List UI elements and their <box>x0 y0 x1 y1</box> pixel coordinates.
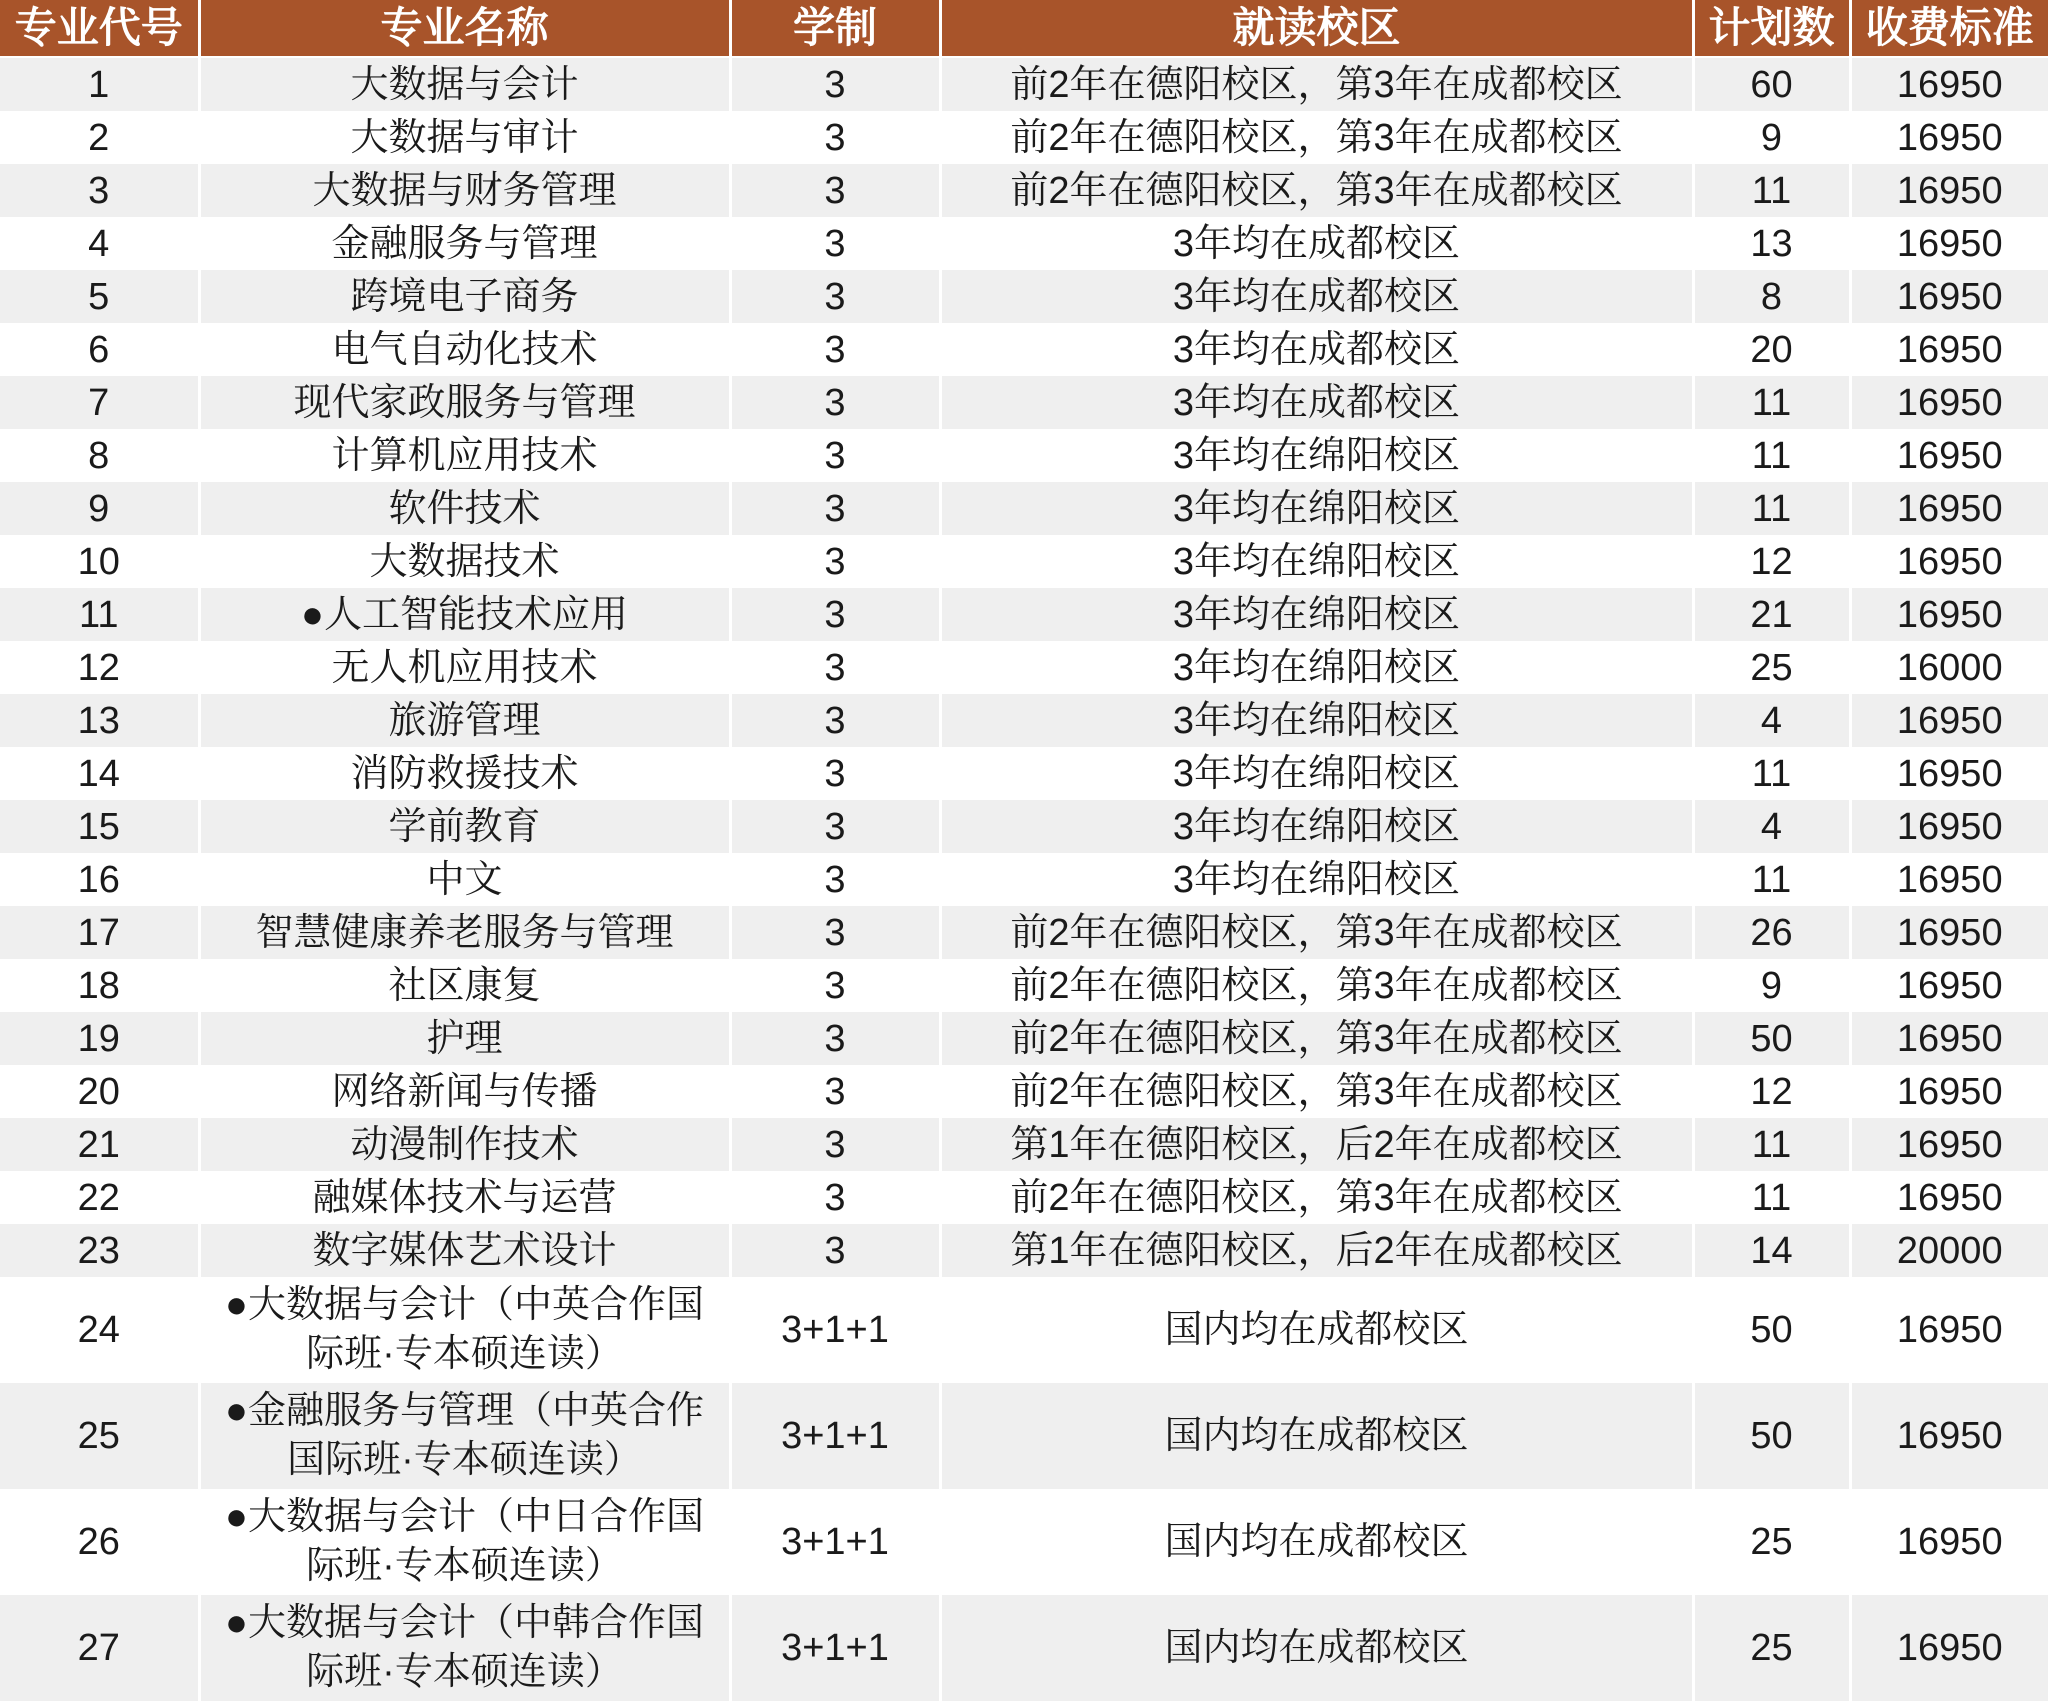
major-name-text: ●人工智能技术应用 <box>301 593 628 636</box>
table-row <box>0 747 2048 800</box>
cell-fee: 16950 <box>1850 853 2048 906</box>
cell-major-name <box>199 1012 730 1065</box>
cell-plan-count: 11 <box>1693 164 1850 217</box>
cell-campus: 国内均在成都校区 <box>940 1489 1693 1595</box>
cell-major-name <box>199 482 730 535</box>
cell-major-name <box>199 1489 730 1595</box>
table-row <box>0 164 2048 217</box>
cell-fee: 16950 <box>1850 57 2048 111</box>
major-name-text: 智慧健康养老服务与管理 <box>255 911 674 954</box>
cell-campus: 3年均在绵阳校区 <box>940 800 1693 853</box>
cell-major-code: 5 <box>0 270 199 323</box>
cell-duration: 3 <box>730 906 940 959</box>
cell-campus: 前2年在德阳校区，第3年在成都校区 <box>940 906 1693 959</box>
cell-fee: 16950 <box>1850 694 2048 747</box>
table-row <box>0 906 2048 959</box>
cell-fee: 16950 <box>1850 217 2048 270</box>
major-name-text: 大数据与会计 <box>350 63 579 106</box>
table-row <box>0 376 2048 429</box>
cell-duration: 3 <box>730 429 940 482</box>
cell-duration: 3 <box>730 217 940 270</box>
table-row <box>0 800 2048 853</box>
table-row <box>0 1383 2048 1489</box>
major-name-text: 社区康复 <box>388 964 541 1007</box>
major-name-text: 金融服务与管理 <box>331 222 598 265</box>
cell-major-name <box>199 800 730 853</box>
major-name-text: 大数据与财务管理 <box>312 169 617 212</box>
cell-fee: 16950 <box>1850 906 2048 959</box>
table-header <box>0 0 2048 57</box>
cell-campus: 第1年在德阳校区，后2年在成都校区 <box>940 1118 1693 1171</box>
cell-campus: 3年均在成都校区 <box>940 323 1693 376</box>
cell-major-code: 10 <box>0 535 199 588</box>
header-row <box>0 0 2048 57</box>
cell-major-name <box>199 323 730 376</box>
cell-major-code: 13 <box>0 694 199 747</box>
cell-major-name <box>199 588 730 641</box>
header-major-name: 专业名称 <box>199 0 730 57</box>
cell-campus: 前2年在德阳校区，第3年在成都校区 <box>940 164 1693 217</box>
cell-plan-count: 50 <box>1693 1012 1850 1065</box>
cell-plan-count: 9 <box>1693 959 1850 1012</box>
cell-campus: 国内均在成都校区 <box>940 1277 1693 1383</box>
cell-major-name <box>199 906 730 959</box>
cell-fee: 16950 <box>1850 1489 2048 1595</box>
major-name-text: 软件技术 <box>388 487 541 530</box>
cell-major-name <box>199 1277 730 1383</box>
cell-duration: 3 <box>730 376 940 429</box>
cell-fee: 16000 <box>1850 641 2048 694</box>
cell-major-name <box>199 376 730 429</box>
major-name-text: 消防救援技术 <box>350 752 579 795</box>
cell-major-code: 20 <box>0 1065 199 1118</box>
header-major-code: 专业代号 <box>0 0 199 57</box>
cell-major-name <box>199 111 730 164</box>
cell-fee: 16950 <box>1850 1595 2048 1701</box>
cell-fee: 16950 <box>1850 588 2048 641</box>
cell-duration: 3 <box>730 1118 940 1171</box>
cell-major-code: 17 <box>0 906 199 959</box>
major-name-text: 旅游管理 <box>388 699 541 742</box>
cell-major-code: 19 <box>0 1012 199 1065</box>
cell-major-code: 18 <box>0 959 199 1012</box>
cell-duration: 3 <box>730 164 940 217</box>
cell-major-code: 9 <box>0 482 199 535</box>
major-name-text: 大数据技术 <box>369 540 560 583</box>
cell-plan-count: 60 <box>1693 57 1850 111</box>
table-row <box>0 1277 2048 1383</box>
cell-major-name <box>199 1171 730 1224</box>
cell-duration: 3 <box>730 853 940 906</box>
header-campus: 就读校区 <box>940 0 1693 57</box>
cell-plan-count: 50 <box>1693 1383 1850 1489</box>
cell-major-name <box>199 1118 730 1171</box>
cell-major-code: 2 <box>0 111 199 164</box>
major-name-text: 现代家政服务与管理 <box>293 381 636 424</box>
cell-major-name <box>199 1224 730 1277</box>
cell-campus: 前2年在德阳校区，第3年在成都校区 <box>940 1012 1693 1065</box>
cell-fee: 16950 <box>1850 164 2048 217</box>
table-row <box>0 323 2048 376</box>
cell-plan-count: 50 <box>1693 1277 1850 1383</box>
cell-plan-count: 9 <box>1693 111 1850 164</box>
cell-fee: 16950 <box>1850 376 2048 429</box>
cell-campus: 第1年在德阳校区，后2年在成都校区 <box>940 1224 1693 1277</box>
major-name-text: ●金融服务与管理（中英合作国际班·专本硕连读） <box>225 1390 704 1481</box>
table-row <box>0 1595 2048 1701</box>
major-name-text: 融媒体技术与运营 <box>312 1176 617 1219</box>
cell-major-name <box>199 535 730 588</box>
cell-duration: 3 <box>730 641 940 694</box>
cell-plan-count: 25 <box>1693 1489 1850 1595</box>
cell-campus: 3年均在绵阳校区 <box>940 694 1693 747</box>
cell-major-code: 4 <box>0 217 199 270</box>
major-name-text: 电气自动化技术 <box>331 328 598 371</box>
cell-campus: 3年均在绵阳校区 <box>940 588 1693 641</box>
table-row <box>0 1489 2048 1595</box>
cell-plan-count: 8 <box>1693 270 1850 323</box>
cell-fee: 16950 <box>1850 270 2048 323</box>
cell-duration: 3+1+1 <box>730 1595 940 1701</box>
cell-major-name <box>199 1595 730 1701</box>
cell-major-code: 26 <box>0 1489 199 1595</box>
table-row <box>0 429 2048 482</box>
cell-fee: 16950 <box>1850 800 2048 853</box>
major-name-text: 动漫制作技术 <box>350 1123 579 1166</box>
cell-plan-count: 4 <box>1693 694 1850 747</box>
cell-fee: 16950 <box>1850 535 2048 588</box>
cell-campus: 前2年在德阳校区，第3年在成都校区 <box>940 959 1693 1012</box>
cell-duration: 3+1+1 <box>730 1489 940 1595</box>
cell-duration: 3 <box>730 1224 940 1277</box>
major-name-text: ●大数据与会计（中英合作国际班·专本硕连读） <box>225 1284 704 1375</box>
cell-fee: 16950 <box>1850 111 2048 164</box>
major-name-text: 中文 <box>426 858 503 901</box>
cell-major-name <box>199 853 730 906</box>
cell-campus: 前2年在德阳校区，第3年在成都校区 <box>940 57 1693 111</box>
cell-major-code: 1 <box>0 57 199 111</box>
table-row <box>0 57 2048 111</box>
cell-duration: 3 <box>730 800 940 853</box>
table-row <box>0 588 2048 641</box>
table-row <box>0 1012 2048 1065</box>
major-name-text: 跨境电子商务 <box>350 275 579 318</box>
cell-campus: 3年均在绵阳校区 <box>940 747 1693 800</box>
cell-major-name <box>199 164 730 217</box>
cell-duration: 3 <box>730 588 940 641</box>
cell-duration: 3 <box>730 1065 940 1118</box>
cell-plan-count: 13 <box>1693 217 1850 270</box>
cell-major-code: 3 <box>0 164 199 217</box>
cell-campus: 国内均在成都校区 <box>940 1595 1693 1701</box>
cell-major-code: 7 <box>0 376 199 429</box>
cell-duration: 3 <box>730 1171 940 1224</box>
cell-campus: 前2年在德阳校区，第3年在成都校区 <box>940 111 1693 164</box>
cell-fee: 16950 <box>1850 1118 2048 1171</box>
cell-major-name <box>199 1065 730 1118</box>
cell-campus: 3年均在绵阳校区 <box>940 641 1693 694</box>
cell-major-name <box>199 429 730 482</box>
cell-major-code: 22 <box>0 1171 199 1224</box>
cell-duration: 3 <box>730 482 940 535</box>
cell-campus: 前2年在德阳校区，第3年在成都校区 <box>940 1065 1693 1118</box>
cell-major-code: 27 <box>0 1595 199 1701</box>
cell-plan-count: 12 <box>1693 535 1850 588</box>
major-name-text: 数字媒体艺术设计 <box>312 1229 617 1272</box>
cell-major-code: 24 <box>0 1277 199 1383</box>
table-row <box>0 1065 2048 1118</box>
cell-major-name <box>199 57 730 111</box>
cell-duration: 3 <box>730 111 940 164</box>
cell-major-name <box>199 217 730 270</box>
major-name-text: ●大数据与会计（中日合作国际班·专本硕连读） <box>225 1496 704 1587</box>
cell-major-code: 6 <box>0 323 199 376</box>
cell-fee: 16950 <box>1850 1277 2048 1383</box>
cell-fee: 16950 <box>1850 959 2048 1012</box>
cell-duration: 3+1+1 <box>730 1277 940 1383</box>
cell-campus: 3年均在成都校区 <box>940 270 1693 323</box>
cell-plan-count: 4 <box>1693 800 1850 853</box>
cell-duration: 3 <box>730 1012 940 1065</box>
cell-campus: 3年均在成都校区 <box>940 376 1693 429</box>
cell-major-code: 12 <box>0 641 199 694</box>
cell-campus: 3年均在绵阳校区 <box>940 482 1693 535</box>
table-row <box>0 270 2048 323</box>
cell-major-name <box>199 641 730 694</box>
table-row <box>0 482 2048 535</box>
cell-campus: 3年均在成都校区 <box>940 217 1693 270</box>
major-name-text: 计算机应用技术 <box>331 434 598 477</box>
major-name-text: 无人机应用技术 <box>331 646 598 689</box>
cell-fee: 16950 <box>1850 323 2048 376</box>
cell-plan-count: 25 <box>1693 1595 1850 1701</box>
table-row <box>0 535 2048 588</box>
cell-major-name <box>199 959 730 1012</box>
cell-major-name <box>199 1383 730 1489</box>
cell-plan-count: 21 <box>1693 588 1850 641</box>
cell-major-name <box>199 747 730 800</box>
cell-major-code: 8 <box>0 429 199 482</box>
cell-campus: 3年均在绵阳校区 <box>940 535 1693 588</box>
cell-plan-count: 26 <box>1693 906 1850 959</box>
major-name-text: 大数据与审计 <box>350 116 579 159</box>
table-row <box>0 959 2048 1012</box>
major-name-text: ●大数据与会计（中韩合作国际班·专本硕连读） <box>225 1602 704 1693</box>
cell-major-name <box>199 694 730 747</box>
major-name-text: 护理 <box>426 1017 503 1060</box>
cell-fee: 16950 <box>1850 1012 2048 1065</box>
cell-plan-count: 11 <box>1693 1171 1850 1224</box>
cell-plan-count: 11 <box>1693 747 1850 800</box>
cell-campus: 国内均在成都校区 <box>940 1383 1693 1489</box>
cell-major-code: 15 <box>0 800 199 853</box>
cell-major-code: 23 <box>0 1224 199 1277</box>
cell-fee: 16950 <box>1850 1383 2048 1489</box>
major-name-text: 网络新闻与传播 <box>331 1070 598 1113</box>
cell-duration: 3 <box>730 959 940 1012</box>
table-row <box>0 1171 2048 1224</box>
cell-fee: 16950 <box>1850 1065 2048 1118</box>
cell-fee: 16950 <box>1850 747 2048 800</box>
header-duration: 学制 <box>730 0 940 57</box>
cell-major-code: 16 <box>0 853 199 906</box>
cell-duration: 3 <box>730 270 940 323</box>
cell-duration: 3 <box>730 747 940 800</box>
cell-campus: 前2年在德阳校区，第3年在成都校区 <box>940 1171 1693 1224</box>
cell-duration: 3+1+1 <box>730 1383 940 1489</box>
cell-plan-count: 11 <box>1693 482 1850 535</box>
cell-duration: 3 <box>730 535 940 588</box>
cell-campus: 3年均在绵阳校区 <box>940 429 1693 482</box>
cell-plan-count: 11 <box>1693 1118 1850 1171</box>
table-row <box>0 1118 2048 1171</box>
cell-plan-count: 11 <box>1693 853 1850 906</box>
table-row <box>0 1224 2048 1277</box>
table-row <box>0 694 2048 747</box>
cell-major-code: 14 <box>0 747 199 800</box>
cell-fee: 16950 <box>1850 429 2048 482</box>
cell-plan-count: 14 <box>1693 1224 1850 1277</box>
cell-fee: 16950 <box>1850 1171 2048 1224</box>
cell-duration: 3 <box>730 323 940 376</box>
table-row <box>0 641 2048 694</box>
cell-plan-count: 11 <box>1693 429 1850 482</box>
table-row <box>0 111 2048 164</box>
table-row <box>0 853 2048 906</box>
cell-plan-count: 25 <box>1693 641 1850 694</box>
cell-fee: 16950 <box>1850 482 2048 535</box>
cell-duration: 3 <box>730 57 940 111</box>
table-row <box>0 217 2048 270</box>
cell-major-code: 25 <box>0 1383 199 1489</box>
cell-major-code: 11 <box>0 588 199 641</box>
header-fee: 收费标准 <box>1850 0 2048 57</box>
cell-plan-count: 12 <box>1693 1065 1850 1118</box>
cell-campus: 3年均在绵阳校区 <box>940 853 1693 906</box>
cell-duration: 3 <box>730 694 940 747</box>
cell-plan-count: 20 <box>1693 323 1850 376</box>
header-plan-count: 计划数 <box>1693 0 1850 57</box>
major-name-text: 学前教育 <box>388 805 541 848</box>
cell-major-code: 21 <box>0 1118 199 1171</box>
cell-major-name <box>199 270 730 323</box>
table-body <box>0 57 2048 1701</box>
cell-fee: 20000 <box>1850 1224 2048 1277</box>
cell-plan-count: 11 <box>1693 376 1850 429</box>
